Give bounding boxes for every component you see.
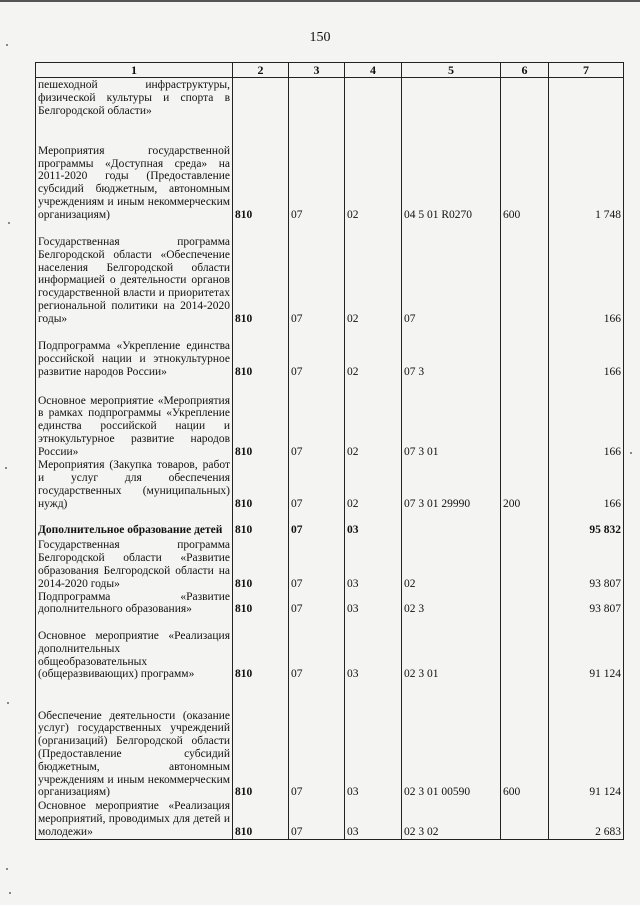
header-col-4: 4 <box>345 63 402 78</box>
target-article-cell: 02 3 02 <box>402 799 501 839</box>
section-code-cell: 07 <box>289 118 345 222</box>
section-code-cell: 07 <box>289 537 345 591</box>
target-article-cell: 02 3 <box>402 591 501 617</box>
amount-cell: 93 807 <box>549 537 624 591</box>
table-body <box>36 78 624 840</box>
amount-cell: 1 748 <box>549 118 624 222</box>
amount-cell: 91 124 <box>549 681 624 799</box>
row-name-cell: Основное мероприятие «Реализация дополнительных общеобразовательных (общеразвивающих) программ» <box>36 616 233 681</box>
section-code-cell: 07 <box>289 799 345 839</box>
row-name-cell: Мероприятия государственной программы «Доступная среда» на 2011-2020 годы (Предоставление субсидий бюджетным, автономным учреждениям и иным некоммерческим организациям) <box>36 118 233 222</box>
scan-speck <box>630 452 632 454</box>
gr-code-cell: 810 <box>233 537 289 591</box>
subsection-code-cell <box>345 78 402 118</box>
row-name-cell: Дополнительное образование детей <box>36 511 233 537</box>
section-code-cell: 07 <box>289 616 345 681</box>
row-name-cell: Основное мероприятие «Реализация мероприятий, проводимых для детей и молодежи» <box>36 799 233 839</box>
subsection-code-cell: 03 <box>345 511 402 537</box>
subsection-code-cell: 02 <box>345 379 402 459</box>
target-article-cell: 02 3 01 00590 <box>402 681 501 799</box>
scan-speck <box>8 222 10 224</box>
row-name-cell: Основное мероприятие «Мероприятия в рамках подпрограммы «Укрепление единства российской нации и этнокультурное развитие народов России» <box>36 379 233 459</box>
row-name-cell: Мероприятия (Закупка товаров, работ и услуг для обеспечения государственных (муниципальных) нужд) <box>36 459 233 511</box>
subsection-code-cell: 02 <box>345 222 402 326</box>
subsection-code-cell: 02 <box>345 118 402 222</box>
target-article-cell: 02 3 01 <box>402 616 501 681</box>
subsection-code-cell: 02 <box>345 459 402 511</box>
table-row <box>36 459 624 511</box>
table-row <box>36 222 624 326</box>
header-col-6: 6 <box>501 63 549 78</box>
section-code-cell: 07 <box>289 326 345 379</box>
table-row <box>36 616 624 681</box>
expense-type-cell: 600 <box>501 118 549 222</box>
gr-code-cell: 810 <box>233 681 289 799</box>
table-row <box>36 118 624 222</box>
table-row <box>36 78 624 118</box>
row-name-cell: пешеходной инфраструктуры, физической культуры и спорта в Белгородской области» <box>36 78 233 118</box>
section-code-cell: 07 <box>289 681 345 799</box>
amount-cell <box>549 78 624 118</box>
amount-cell: 166 <box>549 326 624 379</box>
subsection-code-cell: 03 <box>345 616 402 681</box>
row-name-cell: Государственная программа Белгородской области «Обеспечение населения Белгородской области информацией о деятельности органов государственной власти и приоритетах региональной политики на 2014-2020 годы» <box>36 222 233 326</box>
section-code-cell: 07 <box>289 379 345 459</box>
subsection-code-cell: 02 <box>345 326 402 379</box>
table-row <box>36 591 624 617</box>
gr-code-cell: 810 <box>233 326 289 379</box>
amount-cell: 91 124 <box>549 616 624 681</box>
expense-type-cell <box>501 379 549 459</box>
amount-cell: 166 <box>549 379 624 459</box>
header-col-5: 5 <box>402 63 501 78</box>
gr-code-cell: 810 <box>233 591 289 617</box>
subsection-code-cell: 03 <box>345 681 402 799</box>
header-col-1: 1 <box>36 63 233 78</box>
budget-table <box>35 62 624 840</box>
row-name-cell: Государственная программа Белгородской области «Развитие образования Белгородской области на 2014-2020 годы» <box>36 537 233 591</box>
gr-code-cell: 810 <box>233 511 289 537</box>
table-row <box>36 681 624 799</box>
scan-speck <box>9 892 11 894</box>
table-row <box>36 326 624 379</box>
amount-cell: 166 <box>549 459 624 511</box>
target-article-cell: 07 3 01 29990 <box>402 459 501 511</box>
header-col-3: 3 <box>289 63 345 78</box>
table-row <box>36 379 624 459</box>
expense-type-cell <box>501 511 549 537</box>
page-number: 150 <box>309 30 331 45</box>
scan-speck <box>7 702 9 704</box>
scan-speck <box>6 44 8 46</box>
gr-code-cell: 810 <box>233 799 289 839</box>
row-name-cell: Подпрограмма «Укрепление единства российской нации и этнокультурное развитие народов России» <box>36 326 233 379</box>
table-row <box>36 537 624 591</box>
target-article-cell: 07 3 01 <box>402 379 501 459</box>
amount-cell: 93 807 <box>549 591 624 617</box>
target-article-cell <box>402 78 501 118</box>
gr-code-cell: 810 <box>233 222 289 326</box>
scan-speck <box>6 868 8 870</box>
header-col-2: 2 <box>233 63 289 78</box>
gr-code-cell: 810 <box>233 379 289 459</box>
gr-code-cell: 810 <box>233 118 289 222</box>
amount-cell: 166 <box>549 222 624 326</box>
row-name-cell: Обеспечение деятельности (оказание услуг) государственных учреждений (организаций) Белгородской области (Предоставление субсидий бюджетным, автономным учреждениям и иным некоммерческим организациям) <box>36 681 233 799</box>
section-code-cell: 07 <box>289 591 345 617</box>
section-code-cell: 07 <box>289 222 345 326</box>
expense-type-cell <box>501 222 549 326</box>
table-header-row <box>36 63 624 78</box>
expense-type-cell: 600 <box>501 681 549 799</box>
amount-cell: 95 832 <box>549 511 624 537</box>
section-code-cell <box>289 78 345 118</box>
scan-speck <box>5 467 7 469</box>
expense-type-cell <box>501 78 549 118</box>
expense-type-cell <box>501 326 549 379</box>
gr-code-cell <box>233 78 289 118</box>
expense-type-cell: 200 <box>501 459 549 511</box>
section-code-cell: 07 <box>289 459 345 511</box>
page-top-edge <box>0 0 640 2</box>
target-article-cell <box>402 511 501 537</box>
expense-type-cell <box>501 537 549 591</box>
table-row <box>36 799 624 839</box>
row-name-cell: Подпрограмма «Развитие дополнительного образования» <box>36 591 233 617</box>
header-col-7: 7 <box>549 63 624 78</box>
gr-code-cell: 810 <box>233 616 289 681</box>
target-article-cell: 07 3 <box>402 326 501 379</box>
target-article-cell: 07 <box>402 222 501 326</box>
gr-code-cell: 810 <box>233 459 289 511</box>
section-code-cell: 07 <box>289 511 345 537</box>
target-article-cell: 02 <box>402 537 501 591</box>
subsection-code-cell: 03 <box>345 537 402 591</box>
expense-type-cell <box>501 616 549 681</box>
target-article-cell: 04 5 01 R0270 <box>402 118 501 222</box>
subsection-code-cell: 03 <box>345 591 402 617</box>
expense-type-cell <box>501 799 549 839</box>
amount-cell: 2 683 <box>549 799 624 839</box>
table-row <box>36 511 624 537</box>
subsection-code-cell: 03 <box>345 799 402 839</box>
expense-type-cell <box>501 591 549 617</box>
